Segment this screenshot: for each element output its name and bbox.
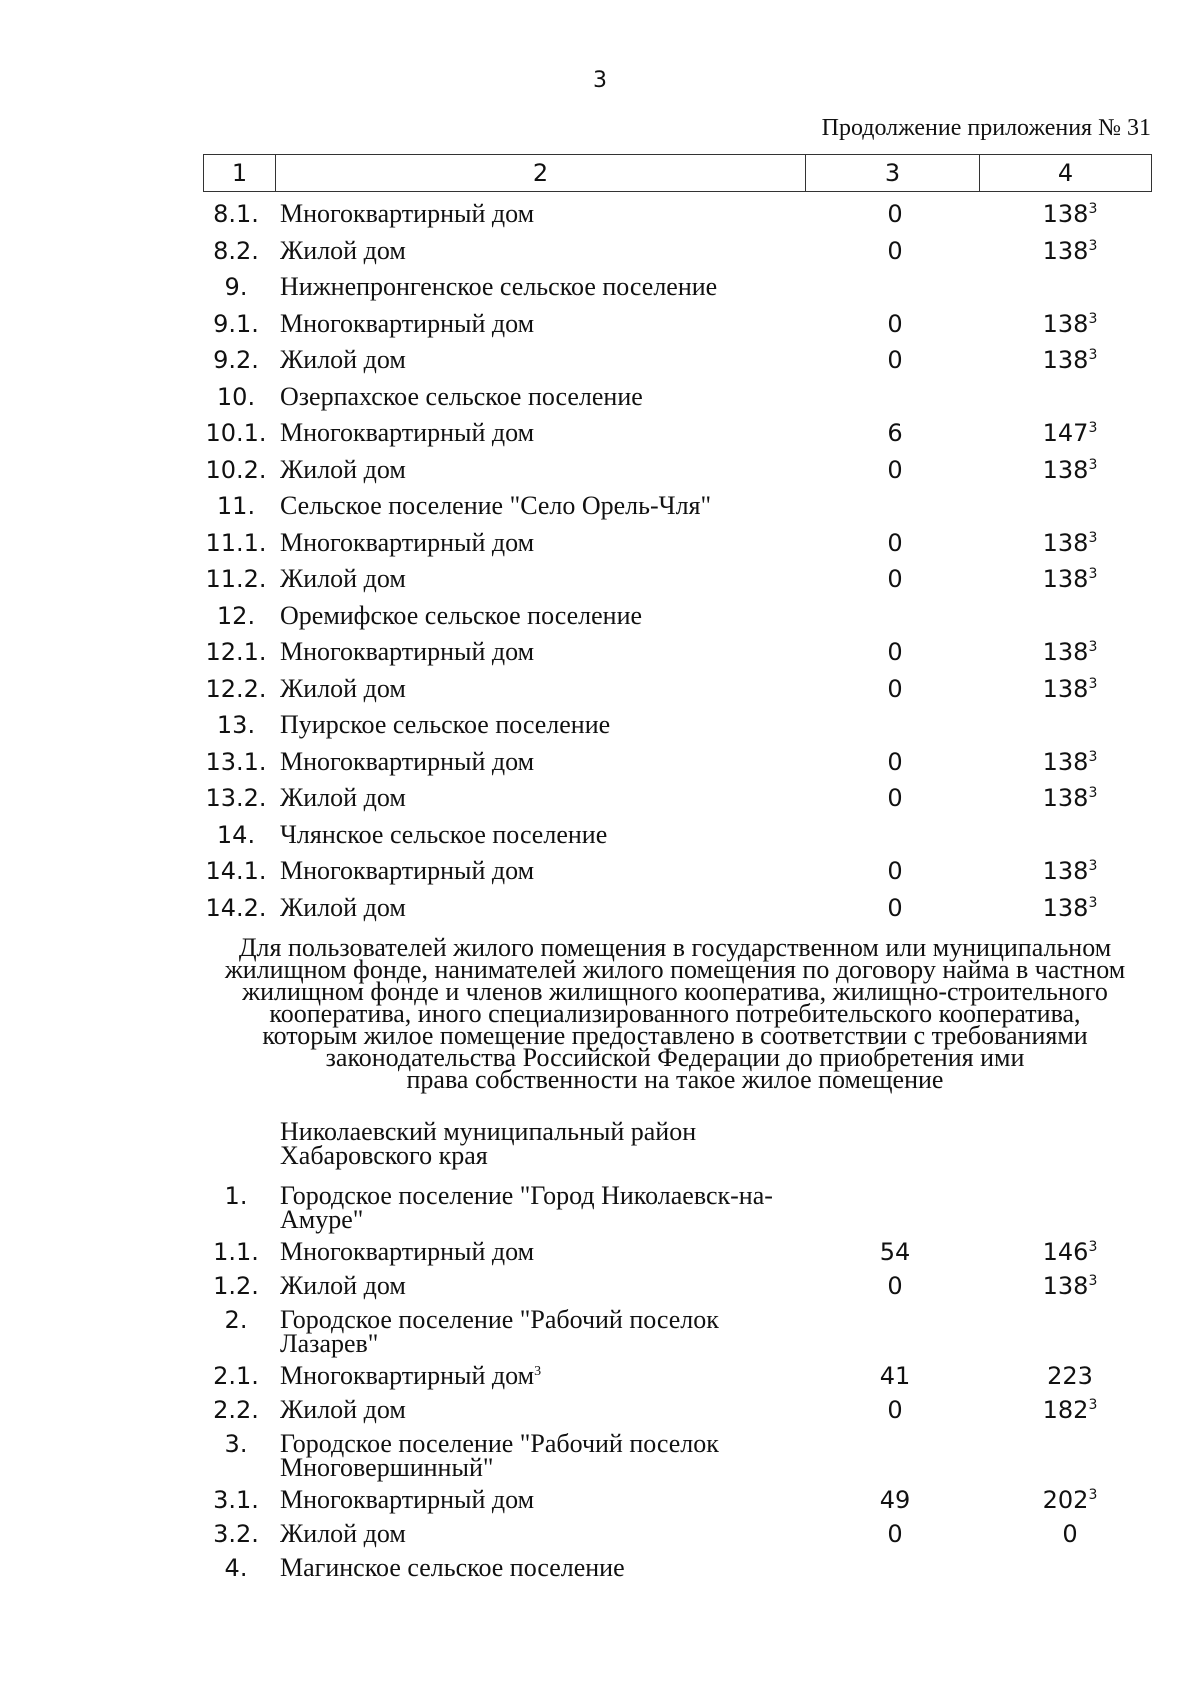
- row-col4-cell: [985, 306, 1155, 346]
- table-row: [0, 1395, 1200, 1432]
- row-name: Жилой дом: [280, 345, 406, 374]
- row-name: Члянское сельское поселение: [280, 819, 608, 849]
- row-name: Многоквартирный дом: [280, 637, 535, 666]
- row-name: [280, 1429, 820, 1485]
- table-row: [0, 379, 1200, 416]
- row-name: [280, 1117, 820, 1173]
- table-row: [0, 780, 1200, 817]
- table-row: [0, 1429, 1200, 1488]
- paragraph-line: кооператива, иного специализированного потребительского кооператива,: [269, 999, 1081, 1028]
- row-number: 2.: [224, 1306, 248, 1334]
- row-name-line: Городское поселение "Рабочий поселок: [280, 1429, 719, 1458]
- table-row: [0, 1519, 1200, 1556]
- row-col4-footnote: 3: [1088, 858, 1098, 874]
- row-col4-value: 223: [1047, 1362, 1093, 1390]
- row-col4-value: 138: [1042, 309, 1089, 338]
- row-col4-cell: [985, 415, 1155, 455]
- row-name-line: Магинское сельское поселение: [280, 1553, 625, 1582]
- row-col3-value: 0: [887, 857, 903, 885]
- row-col4-cell: [985, 452, 1155, 492]
- column-header-4: 4: [980, 155, 1152, 192]
- row-number: 3.: [224, 1430, 248, 1458]
- row-number: 9.: [224, 273, 248, 301]
- row-col3-value: 0: [887, 1272, 903, 1300]
- row-number: 9.1.: [213, 309, 259, 338]
- row-name: Многоквартирный дом: [280, 308, 535, 338]
- row-col4-value: 202: [1042, 1486, 1089, 1514]
- row-name: Озерпахское сельское поселение: [280, 381, 643, 411]
- row-number: 1.1.: [213, 1238, 259, 1266]
- row-name-line: Лазарев": [280, 1329, 379, 1358]
- row-col3-value: 0: [887, 309, 903, 338]
- column-header-3: 3: [806, 155, 980, 192]
- row-name: Многоквартирный дом: [280, 527, 535, 557]
- row-name-line: Хабаровского края: [280, 1141, 488, 1170]
- row-col3-value: 0: [887, 638, 903, 666]
- row-number: 1.2.: [213, 1272, 259, 1300]
- row-name: Жилой дом: [280, 235, 406, 265]
- row-col3-value: 0: [887, 784, 903, 812]
- row-col4-cell: [985, 525, 1155, 565]
- table-row: [0, 1181, 1200, 1240]
- row-name: [280, 1395, 820, 1427]
- table-row: [0, 269, 1200, 306]
- row-col4-cell: [985, 744, 1155, 784]
- row-name: [280, 1553, 820, 1585]
- row-col4-cell: [985, 233, 1155, 273]
- column-header-2: 2: [276, 155, 806, 192]
- row-col4-value: 138: [1042, 1272, 1089, 1300]
- row-number: 13.1.: [205, 747, 267, 776]
- row-col4-cell: [985, 1240, 1155, 1268]
- page-number: 3: [593, 68, 607, 93]
- row-col4-footnote: 3: [1088, 420, 1098, 436]
- row-col3-value: 0: [887, 565, 903, 593]
- row-col3-value: 0: [887, 747, 903, 776]
- row-name: [280, 1305, 820, 1361]
- row-number: 4.: [224, 1554, 248, 1582]
- paragraph-line: которым жилое помещение предоставлено в соответствии с требованиями: [262, 1021, 1088, 1050]
- table-row: [0, 488, 1200, 525]
- table-row: [0, 1271, 1200, 1308]
- row-col3-value: 0: [887, 455, 903, 484]
- row-number: 10.1.: [205, 419, 267, 447]
- row-col4-value: 138: [1042, 346, 1089, 374]
- row-number: 11.: [216, 492, 256, 520]
- row-col3-value: 0: [887, 528, 903, 557]
- row-number: 12.1.: [205, 638, 267, 666]
- row-col3-value: 0: [887, 200, 903, 228]
- row-number: 3.1.: [213, 1486, 259, 1514]
- row-number: 10.2.: [205, 455, 267, 484]
- row-col4-cell: [985, 561, 1155, 601]
- row-col4-footnote: 3: [1088, 237, 1098, 254]
- row-col4-cell: [985, 890, 1155, 930]
- row-col3-value: 6: [887, 419, 903, 447]
- row-col4-footnote: 3: [1088, 456, 1098, 473]
- row-name: Жилой дом: [280, 783, 406, 812]
- row-col4-cell: [985, 634, 1155, 674]
- row-col3-value: 54: [879, 1238, 911, 1266]
- table-row: [0, 452, 1200, 489]
- row-name: [280, 1181, 820, 1237]
- row-col4-value: 138: [1042, 784, 1089, 812]
- row-col4-value: 138: [1042, 893, 1089, 922]
- table-row: [0, 525, 1200, 562]
- row-number: 13.2.: [205, 784, 267, 812]
- row-col4-value: 138: [1042, 638, 1089, 666]
- table-row: [0, 306, 1200, 343]
- table-row: [0, 196, 1200, 233]
- row-name: Нижнепронгенское сельское поселение: [280, 272, 718, 301]
- row-col4-value: 138: [1042, 455, 1089, 484]
- row-name: Многоквартирный дом: [280, 746, 535, 776]
- row-col3-value: 0: [887, 674, 903, 703]
- table-row: [0, 1117, 1200, 1176]
- table-row: [0, 598, 1200, 635]
- row-col3-value: 49: [879, 1486, 911, 1514]
- row-number: 11.1.: [205, 528, 267, 557]
- paragraph-line: жилищном фонде, нанимателей жилого помещения по договору найма в частном: [224, 955, 1126, 984]
- table-row: [0, 671, 1200, 708]
- table-row: [0, 853, 1200, 890]
- row-col3-value: 0: [887, 346, 903, 374]
- row-number: 10.: [216, 382, 256, 411]
- table-row: [0, 342, 1200, 379]
- row-number: 2.2.: [213, 1396, 259, 1424]
- row-name-line: Городское поселение "Рабочий поселок: [280, 1305, 719, 1334]
- row-col4-footnote: 3: [1088, 675, 1098, 692]
- row-col4-cell: [985, 1398, 1155, 1426]
- row-name: Многоквартирный дом: [280, 418, 535, 447]
- row-name: Многоквартирный дом: [280, 199, 535, 228]
- row-name: Пуирское сельское поселение: [280, 710, 611, 739]
- table-body-upper: [0, 196, 1200, 926]
- row-col3-value: 0: [887, 236, 903, 265]
- row-col4-value: 182: [1042, 1396, 1089, 1424]
- row-col4-value: 138: [1042, 857, 1089, 885]
- row-col4-footnote: 3: [1088, 1239, 1098, 1255]
- row-name-line: Многоквартирный дом: [280, 1237, 535, 1266]
- section-heading-paragraph: [190, 933, 1160, 1094]
- row-number: 12.2.: [205, 674, 267, 703]
- row-col4-footnote: 3: [1088, 201, 1098, 217]
- row-name-line: Городское поселение "Город Николаевск-на-: [280, 1181, 773, 1210]
- table-row: [0, 1485, 1200, 1522]
- table-row: [0, 561, 1200, 598]
- row-name-line: Амуре": [280, 1205, 364, 1234]
- row-col4-footnote: 3: [1088, 1487, 1098, 1503]
- continuation-label: Продолжение приложения № 31: [821, 115, 1151, 141]
- table-row: [0, 817, 1200, 854]
- table-row: [0, 1361, 1200, 1398]
- row-name-line: Многоквартирный дом: [280, 1485, 535, 1514]
- row-name-line: Многовершинный": [280, 1453, 494, 1482]
- row-col4-footnote: 3: [1088, 310, 1098, 327]
- row-number: 8.2.: [213, 236, 259, 265]
- row-col4-cell: [985, 196, 1155, 236]
- row-col4-cell: [985, 853, 1155, 893]
- table-row: [0, 634, 1200, 671]
- row-number: 13.: [216, 711, 256, 739]
- row-number: 14.1.: [205, 857, 267, 885]
- row-number: 1.: [224, 1182, 248, 1210]
- table-row: [0, 1237, 1200, 1274]
- row-col4-value: 138: [1042, 236, 1089, 265]
- row-number: 9.2.: [213, 346, 259, 374]
- row-col4-footnote: 3: [1088, 529, 1098, 546]
- row-name: Сельское поселение "Село Орель-Чля": [280, 491, 712, 520]
- row-name-line: Николаевский муниципальный район: [280, 1117, 697, 1146]
- row-name-line: Жилой дом: [280, 1271, 406, 1300]
- row-col4-footnote: 3: [1088, 748, 1098, 765]
- row-col4-value: 138: [1042, 200, 1089, 228]
- column-header-row: [204, 155, 1152, 192]
- row-col4-cell: [985, 1364, 1155, 1392]
- row-number: 14.: [216, 820, 256, 849]
- row-col3-value: 41: [879, 1362, 911, 1390]
- row-col4-value: 146: [1042, 1238, 1089, 1266]
- column-header-table: [203, 154, 1152, 192]
- row-col4-value: 138: [1042, 674, 1089, 703]
- table-body-lower: [0, 1117, 1200, 1590]
- table-row: [0, 890, 1200, 927]
- row-name: Многоквартирный дом: [280, 856, 535, 885]
- row-name-line: Жилой дом: [280, 1519, 406, 1548]
- table-row: [0, 233, 1200, 270]
- row-col4-cell: [985, 1274, 1155, 1302]
- row-name-footnote: 3: [534, 1364, 542, 1379]
- row-col4-cell: [985, 671, 1155, 711]
- row-col3-value: 0: [887, 1396, 903, 1424]
- row-col3-value: 0: [887, 893, 903, 922]
- table-row: [0, 415, 1200, 452]
- table-row: [0, 744, 1200, 781]
- row-name: [280, 1271, 820, 1303]
- row-col4-value: 138: [1042, 528, 1089, 557]
- row-name: Оремифское сельское поселение: [280, 600, 643, 630]
- row-name: [280, 1237, 820, 1269]
- row-number: 2.1.: [213, 1362, 259, 1390]
- row-col4-cell: [985, 1488, 1155, 1516]
- paragraph-line: жилищном фонде и членов жилищного кооператива, жилищно-строительного: [242, 977, 1108, 1006]
- row-name-line: Жилой дом: [280, 1395, 406, 1424]
- row-col4-value: 147: [1042, 419, 1089, 447]
- table-row: [0, 1305, 1200, 1364]
- row-number: 12.: [216, 601, 256, 630]
- row-col4-footnote: 3: [1088, 894, 1098, 911]
- row-col4-footnote: 3: [1088, 1273, 1098, 1289]
- row-col3-value: 0: [887, 1520, 903, 1548]
- row-col4-value: 138: [1042, 747, 1089, 776]
- row-name: [280, 1485, 820, 1517]
- row-name: [280, 1361, 820, 1393]
- row-col4-footnote: 3: [1088, 347, 1098, 363]
- paragraph-line: законодательства Российской Федерации до приобретения ими: [325, 1043, 1025, 1072]
- row-name: Жилой дом: [280, 673, 406, 703]
- row-name: Жилой дом: [280, 564, 406, 593]
- row-col4-footnote: 3: [1088, 639, 1098, 655]
- column-header-1: 1: [204, 155, 276, 192]
- row-name-line: Многоквартирный дом: [280, 1361, 535, 1390]
- row-name: Жилой дом: [280, 892, 406, 922]
- paragraph-line: права собственности на такое жилое помещение: [406, 1065, 944, 1094]
- table-row: [0, 1553, 1200, 1590]
- row-col4-cell: [985, 780, 1155, 820]
- row-col4-footnote: 3: [1088, 785, 1098, 801]
- row-number: 3.2.: [213, 1520, 259, 1548]
- row-number: 14.2.: [205, 893, 267, 922]
- row-number: 8.1.: [213, 200, 259, 228]
- row-name: Жилой дом: [280, 454, 406, 484]
- row-col4-cell: [985, 342, 1155, 382]
- row-number: 11.2.: [205, 565, 267, 593]
- row-col4-cell: [985, 1522, 1155, 1550]
- table-row: [0, 707, 1200, 744]
- row-col4-value: 0: [1062, 1520, 1078, 1548]
- row-col4-footnote: 3: [1088, 1397, 1098, 1413]
- row-col4-footnote: 3: [1088, 566, 1098, 582]
- paragraph-line: Для пользователей жилого помещения в государственном или муниципальном: [238, 933, 1112, 962]
- row-name: [280, 1519, 820, 1551]
- row-col4-value: 138: [1042, 565, 1089, 593]
